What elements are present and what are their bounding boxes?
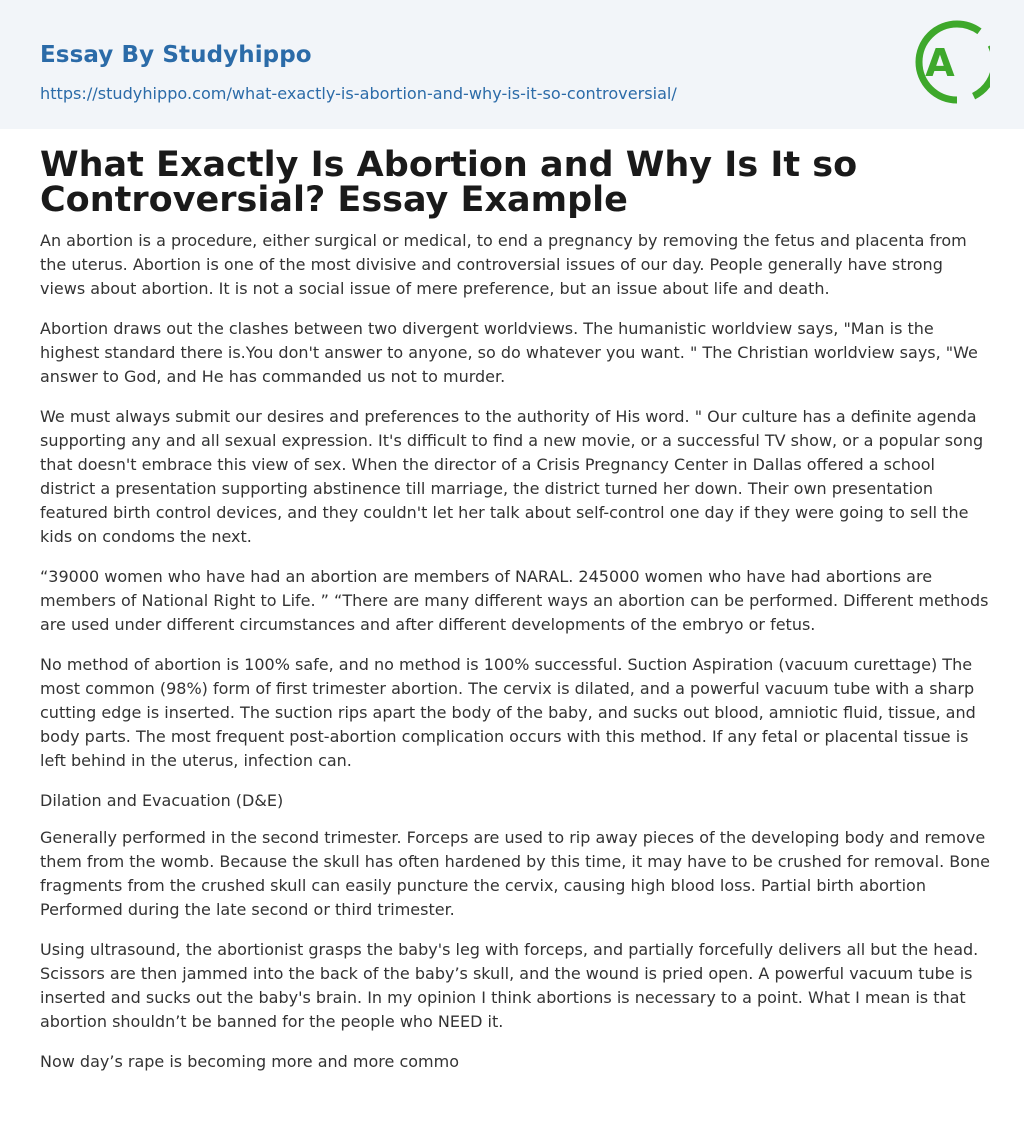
site-header xyxy=(0,0,1024,129)
essay-subheading: Dilation and Evacuation (D&E) xyxy=(40,791,284,810)
essay-title: What Exactly Is Abortion and Why Is It so Controversial? Essay Example xyxy=(40,145,858,220)
essay-paragraph: Generally performed in the second trimester. Forceps are used to rip away pieces of the developing body and remove them from the womb. Because the skull has often hardened by this time, it may have to be crushed for removal. Bone fragments from the crushed skull can easily puncture the cervix, causing high blood loss. Partial birth abortion Performed during the late second or third trimester. xyxy=(40,828,990,919)
logo-letter: A xyxy=(925,41,955,85)
essay-paragraph: Now day’s rape is becoming more and more commo xyxy=(40,1052,459,1071)
essay-paragraph: Using ultrasound, the abortionist grasps the baby's leg with forceps, and partially forcefully delivers all but the head. Scissors are then jammed into the back of the baby’s skull, and the wound is pried open. A powerful vacuum tube is inserted and sucks out the baby's brain. In my opinion I think abortions is necessary to a point. What I mean is that abortion shouldn’t be banned for the people who NEED it. xyxy=(40,940,979,1031)
essay-paragraph: No method of abortion is 100% safe, and no method is 100% successful. Suction Aspiration (vacuum curettage) The most common (98%) form of first trimester abortion. The cervix is dilated, and a powerful vacuum tube with a sharp cutting edge is inserted. The suction rips apart the body of the baby, and sucks out blood, amniotic fluid, tissue, and body parts. The most frequent post-abortion complication occurs with this method. If any fetal or placental tissue is left behind in the uterus, infection can. xyxy=(40,655,976,770)
essay-paragraph: Abortion draws out the clashes between two divergent worldviews. The humanistic worldview says, "Man is the highest standard there is.You don't answer to anyone, so do whatever you want. " The Christian worldview says, "We answer to God, and He has commanded us not to murder. xyxy=(40,319,978,386)
essay-body xyxy=(40,229,990,1090)
studyhippo-logo-icon[interactable] xyxy=(906,17,990,107)
essay-url-link[interactable]: https://studyhippo.com/what-exactly-is-abortion-and-why-is-it-so-controversial/ xyxy=(40,84,677,103)
site-name[interactable]: Essay By Studyhippo xyxy=(40,42,312,68)
essay-paragraph: “39000 women who have had an abortion are members of NARAL. 245000 women who have had abortions are members of National Right to Life. ” “There are many different ways an abortion can be performed. Different methods are used under different circumstances and after different developments of the embryo or fetus. xyxy=(40,567,989,634)
essay-paragraph: An abortion is a procedure, either surgical or medical, to end a pregnancy by removing the fetus and placenta from the uterus. Abortion is one of the most divisive and controversial issues of our day. People generally have strong views about abortion. It is not a social issue of mere preference, but an issue about life and death. xyxy=(40,231,967,298)
essay-paragraph: We must always submit our desires and preferences to the authority of His word. " Our culture has a definite agenda supporting any and all sexual expression. It's difficult to find a new movie, or a successful TV show, or a popular song that doesn't embrace this view of sex. When the director of a Crisis Pregnancy Center in Dallas offered a school district a presentation supporting abstinence till marriage, the district turned her down. Their own presentation featured birth control devices, and they couldn't let her talk about self-control one day if they were going to sell the kids on condoms the next. xyxy=(40,407,984,546)
